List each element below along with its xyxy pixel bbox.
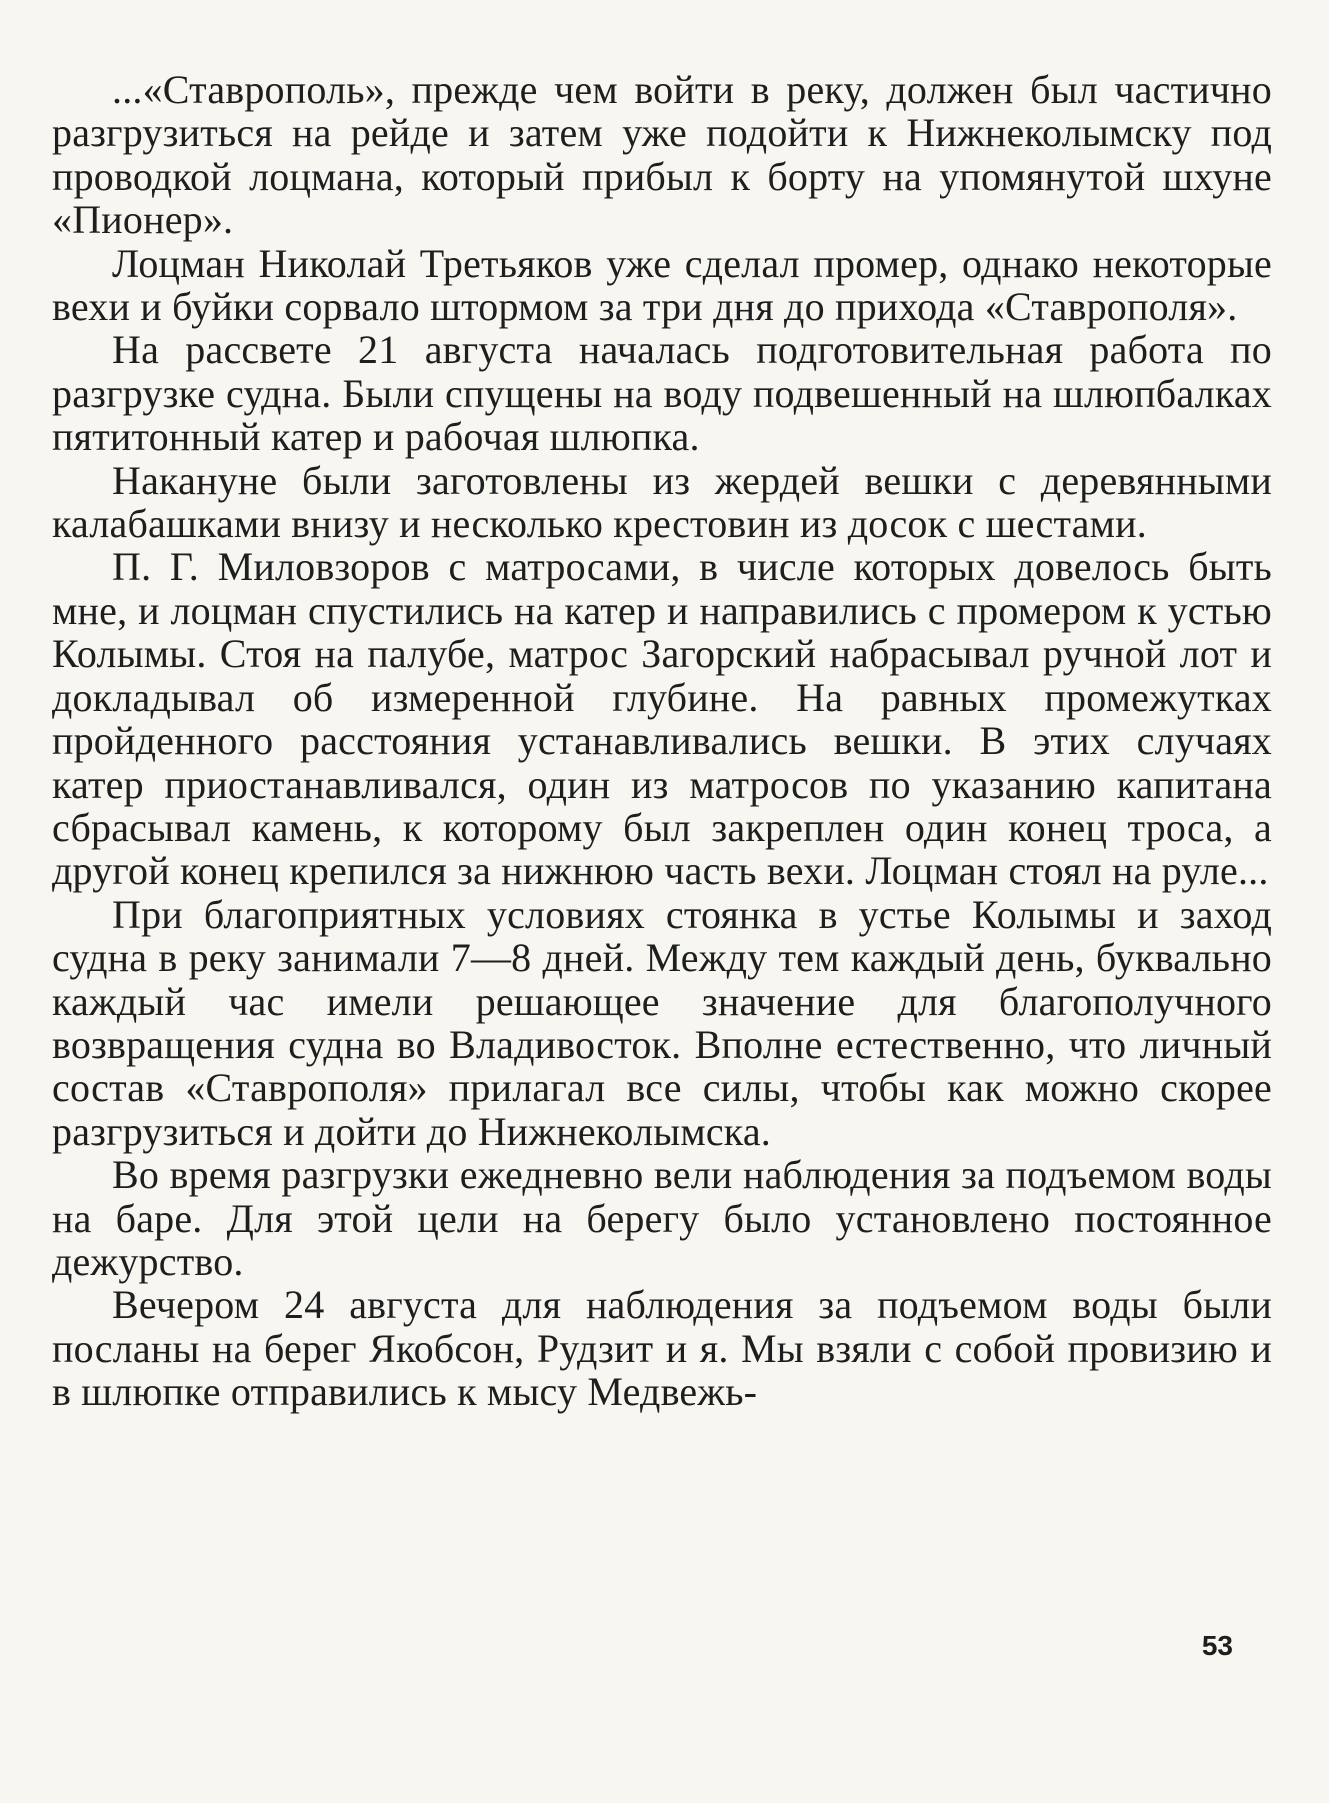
paragraph-8: Вечером 24 августа для наблюдения за подъемом воды были посланы на берег Якобсон, Рудзит и я. Мы взяли с собой провизию и в шлюпке отправились к мысу Медвежь-: [52, 1282, 1272, 1415]
page-number: 53: [1201, 1630, 1233, 1661]
paragraph-3: На рассвете 21 августа началась подготовительная работа по разгрузке судна. Были спущены на воду подвешенный на шлюпбалках пятитонный катер и рабочая шлюпка.: [52, 327, 1272, 460]
paragraph-4: Накануне были заготовлены из жердей вешки с деревянными калабашками внизу и несколько крестовин из досок с шестами.: [52, 457, 1272, 547]
page-body-text: [52, 68, 1272, 1414]
paragraph-7: Во время разгрузки ежедневно вели наблюдения за подъемом воды на баре. Для этой цели на берегу было установлено постоянное дежурство.: [52, 1152, 1272, 1284]
paragraph-2: Лоцман Николай Третьяков уже сделал промер, однако некоторые вехи и буйки сорвало штормом за три дня до прихода «Ставрополя».: [52, 240, 1272, 330]
paragraph-6: При благоприятных условиях стоянка в устье Колымы и заход судна в реку занимали 7—8 дней. Между тем каждый день, буквально каждый час имели решающее значение для благополучного возвращения судна во Владивосток. Вполне естественно, что личный состав «Ставрополя» прилагал все силы, чтобы как можно скорее разгрузиться и дойти до Нижнеколымска.: [52, 891, 1272, 1154]
paragraph-1: ...«Ставрополь», прежде чем войти в реку, должен был частично разгрузиться на рейде и затем уже подойти к Нижнеколымску под проводкой лоцмана, который прибыл к борту на упомянутой шхуне «Пионер».: [52, 67, 1272, 243]
paragraph-5: П. Г. Миловзоров с матросами, в числе которых довелось быть мне, и лоцман спустились на катер и направились с промером к устью Колымы. Стоя на палубе, матрос Загорский набрасывал ручной лот и докладывал об измеренной глубине. На равных промежутках пройденного расстояния устанавливались вешки. В этих случаях катер приостанавливался, один из матросов по указанию капитана сбрасывал камень, к которому был закреплен один конец троса, а другой конец крепился за нижнюю часть вехи. Лоцман стоял на руле...: [52, 544, 1272, 894]
